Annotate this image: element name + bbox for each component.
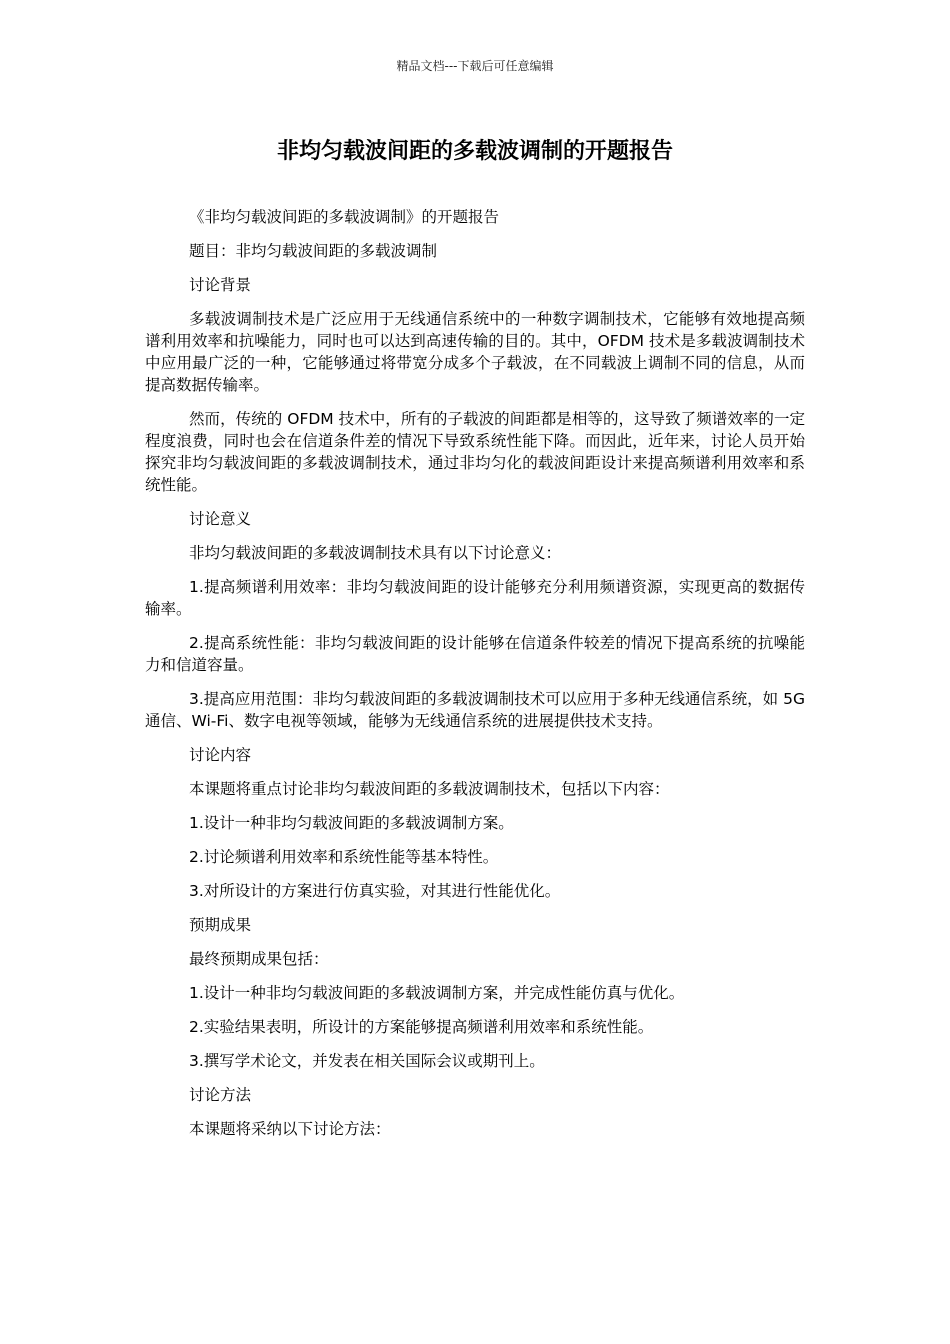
- section-heading-significance: 讨论意义: [189, 510, 252, 528]
- list-item-significance-3: 3.提高应用范围：非均匀载波间距的多载波调制技术可以应用于多种无线通信系统，如 5G 通信、Wi-Fi、数字电视等领域，能够为无线通信系统的进展提供技术支持。: [145, 690, 805, 730]
- paragraph-methods-intro: 本课题将采纳以下讨论方法：: [189, 1120, 391, 1138]
- paragraph-significance-intro: 非均匀载波间距的多载波调制技术具有以下讨论意义：: [189, 544, 562, 562]
- section-heading-background: 讨论背景: [189, 276, 252, 294]
- list-item-expected-2: 2.实验结果表明，所设计的方案能够提高频谱利用效率和系统性能。: [189, 1018, 654, 1036]
- list-item-expected-1: 1.设计一种非均匀载波间距的多载波调制方案，并完成性能仿真与优化。: [189, 984, 685, 1002]
- paragraph-content-intro: 本课题将重点讨论非均匀载波间距的多载波调制技术，包括以下内容：: [189, 780, 670, 798]
- paragraph-expected-intro: 最终预期成果包括：: [189, 950, 329, 968]
- list-item-significance-1: 1.提高频谱利用效率：非均匀载波间距的设计能够充分利用频谱资源，实现更高的数据传输率。: [145, 578, 805, 618]
- list-item-content-3: 3.对所设计的方案进行仿真实验，对其进行性能优化。: [189, 882, 561, 900]
- paragraph-background-2: 然而，传统的 OFDM 技术中，所有的子载波的间距都是相等的，这导致了频谱效率的一定程度浪费，同时也会在信道条件差的情况下导致系统性能下降。而因此，近年来，讨论人员开始探究非均匀载波间距的多载波调制技术，通过非均匀化的载波间距设计来提高频谱利用效率和系统性能。: [145, 410, 805, 494]
- section-heading-expected-results: 预期成果: [189, 916, 252, 934]
- paragraph-background-1: 多载波调制技术是广泛应用于无线通信系统中的一种数字调制技术，它能够有效地提高频谱利用效率和抗噪能力，同时也可以达到高速传输的目的。其中，OFDM 技术是多载波调制技术中应用最广泛的一种，它能够通过将带宽分成多个子载波，在不同载波上调制不同的信息，从而提高数据传输率。: [145, 310, 805, 394]
- list-item-expected-3: 3.撰写学术论文，并发表在相关国际会议或期刊上。: [189, 1052, 545, 1070]
- paragraph-subtitle: 《非均匀载波间距的多载波调制》的开题报告: [189, 208, 500, 226]
- document-title: 非均匀载波间距的多载波调制的开题报告: [276, 139, 673, 164]
- section-heading-methods: 讨论方法: [189, 1086, 252, 1104]
- list-item-significance-2: 2.提高系统性能：非均匀载波间距的设计能够在信道条件较差的情况下提高系统的抗噪能力和信道容量。: [145, 634, 805, 674]
- list-item-content-2: 2.讨论频谱利用效率和系统性能等基本特性。: [189, 848, 499, 866]
- page-header: 精品文档---下载后可任意编辑: [396, 59, 554, 73]
- paragraph-topic: 题目：非均匀载波间距的多载波调制: [189, 242, 438, 260]
- list-item-content-1: 1.设计一种非均匀载波间距的多载波调制方案。: [189, 814, 514, 832]
- document-body: [145, 206, 805, 1152]
- section-heading-content: 讨论内容: [189, 746, 252, 764]
